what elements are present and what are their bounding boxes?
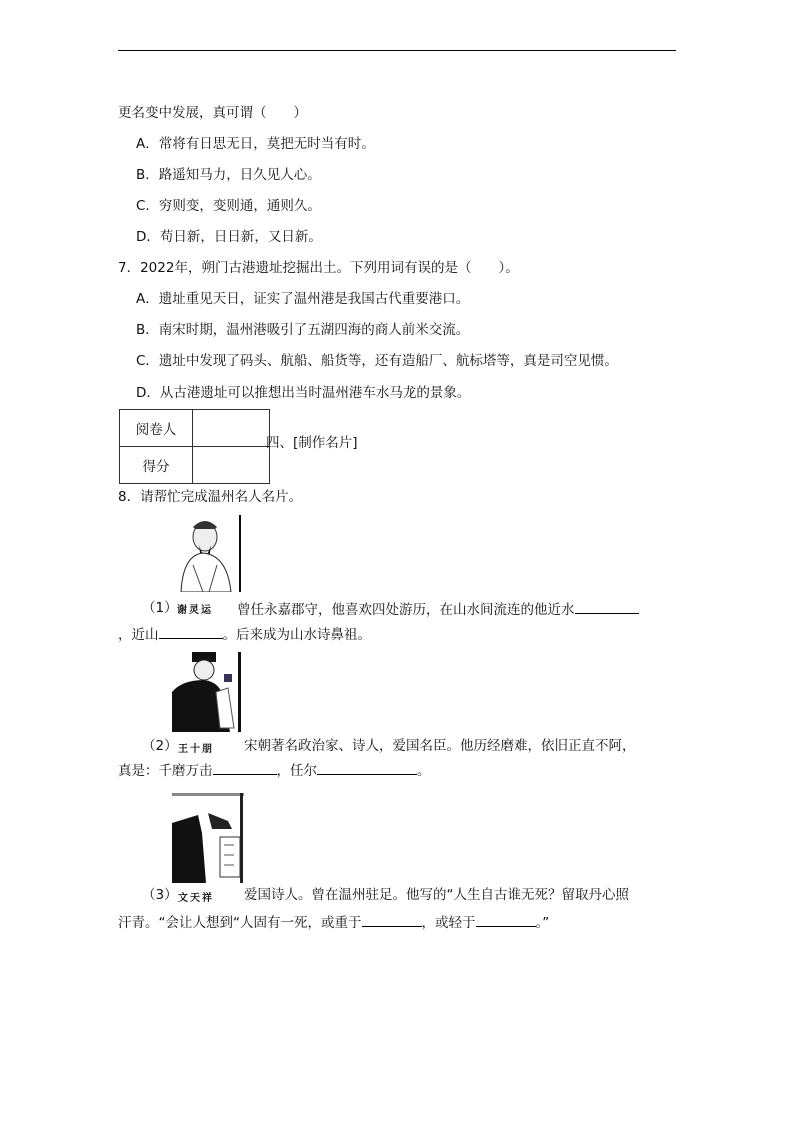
q6-stem-tail: 更名变中发展，真可谓（ ）: [118, 105, 307, 121]
q8-stem: 8．请帮忙完成温州名人名片。: [118, 489, 303, 505]
score-label: 得分: [120, 447, 193, 484]
p1-text-3: 。后来成为山水诗鼻祖。: [222, 627, 371, 643]
answer-blank[interactable]: [362, 912, 422, 927]
q6-option-a: A．常将有日思无日，莫把无时当有时。: [136, 136, 375, 152]
q6-option-b: B．路遥知马力，日久见人心。: [136, 167, 321, 183]
answer-blank[interactable]: [575, 599, 639, 614]
q6-option-c: C．穷则变，变则通，通则久。: [136, 198, 321, 214]
portrait-caption: 文天祥: [178, 893, 214, 904]
p2-text-1: 宋朝著名政治家、诗人，爱国名臣。他历经磨难，依旧正直不阿，: [244, 738, 636, 754]
q7-option-a: A．遗址重见天日，证实了温州港是我国古代重要港口。: [136, 291, 470, 307]
portrait-wen-tianxiang: [172, 793, 244, 883]
p3-text-1: 爱国诗人。曾在温州驻足。他写的“人生自古谁无死？留取丹心照: [244, 887, 629, 903]
p3-text-2: 汗青。“会让人想到“人固有一死，或重于: [118, 915, 362, 931]
section-title: 四、[制作名片]: [266, 435, 358, 451]
portrait-wang-shipeng: [172, 652, 244, 732]
p3-number: （3）: [142, 887, 178, 903]
reviewer-label: 阅卷人: [120, 410, 193, 447]
q7-option-d: D．从古港遗址可以推想出当时温州港车水马龙的景象。: [136, 385, 471, 401]
p1-text: [237, 599, 639, 619]
q7-option-c: C．遗址中发现了码头、航船、船货等，还有造船厂、航标塔等，真是司空见惯。: [136, 353, 618, 369]
p3-text-3: ，或轻于: [421, 915, 476, 931]
q7-stem: 7．2022年，朔门古港遗址挖掘出土。下列用词有误的是（ ）。: [118, 260, 519, 276]
q6-option-d: D．苟日新，日日新，又日新。: [136, 229, 322, 245]
p2-number: （2）: [142, 738, 178, 754]
portrait-caption: 王十朋: [178, 744, 214, 755]
p2-text-3: ，任尔: [276, 763, 317, 779]
portrait-caption: 谢灵运: [177, 605, 213, 616]
p1-text-1: 曾任永嘉郡守，他喜欢四处游历，在山水间流连的他近水: [237, 602, 575, 618]
q7-option-b: B．南宋时期，温州港吸引了五湖四海的商人前米交流。: [136, 322, 470, 338]
reviewer-cell: [193, 410, 270, 447]
p2-text-4: 。: [417, 763, 431, 779]
portrait-xie-lingyun: [173, 515, 243, 592]
answer-blank[interactable]: [213, 760, 277, 775]
p1-number: （1）: [142, 600, 178, 616]
score-table: [119, 409, 270, 484]
answer-blank[interactable]: [476, 912, 536, 927]
p2-text-2: 真是：千磨万击: [118, 763, 213, 779]
p1-text-cont: [118, 624, 371, 644]
p1-text-2: ，近山: [118, 627, 159, 643]
p2-text-cont: [118, 760, 431, 780]
p3-text-cont: [118, 912, 549, 932]
score-cell: [193, 447, 270, 484]
answer-blank[interactable]: [317, 760, 417, 775]
answer-blank[interactable]: [159, 624, 223, 639]
header-rule: [118, 50, 676, 51]
p3-text-4: 。”: [535, 915, 550, 931]
